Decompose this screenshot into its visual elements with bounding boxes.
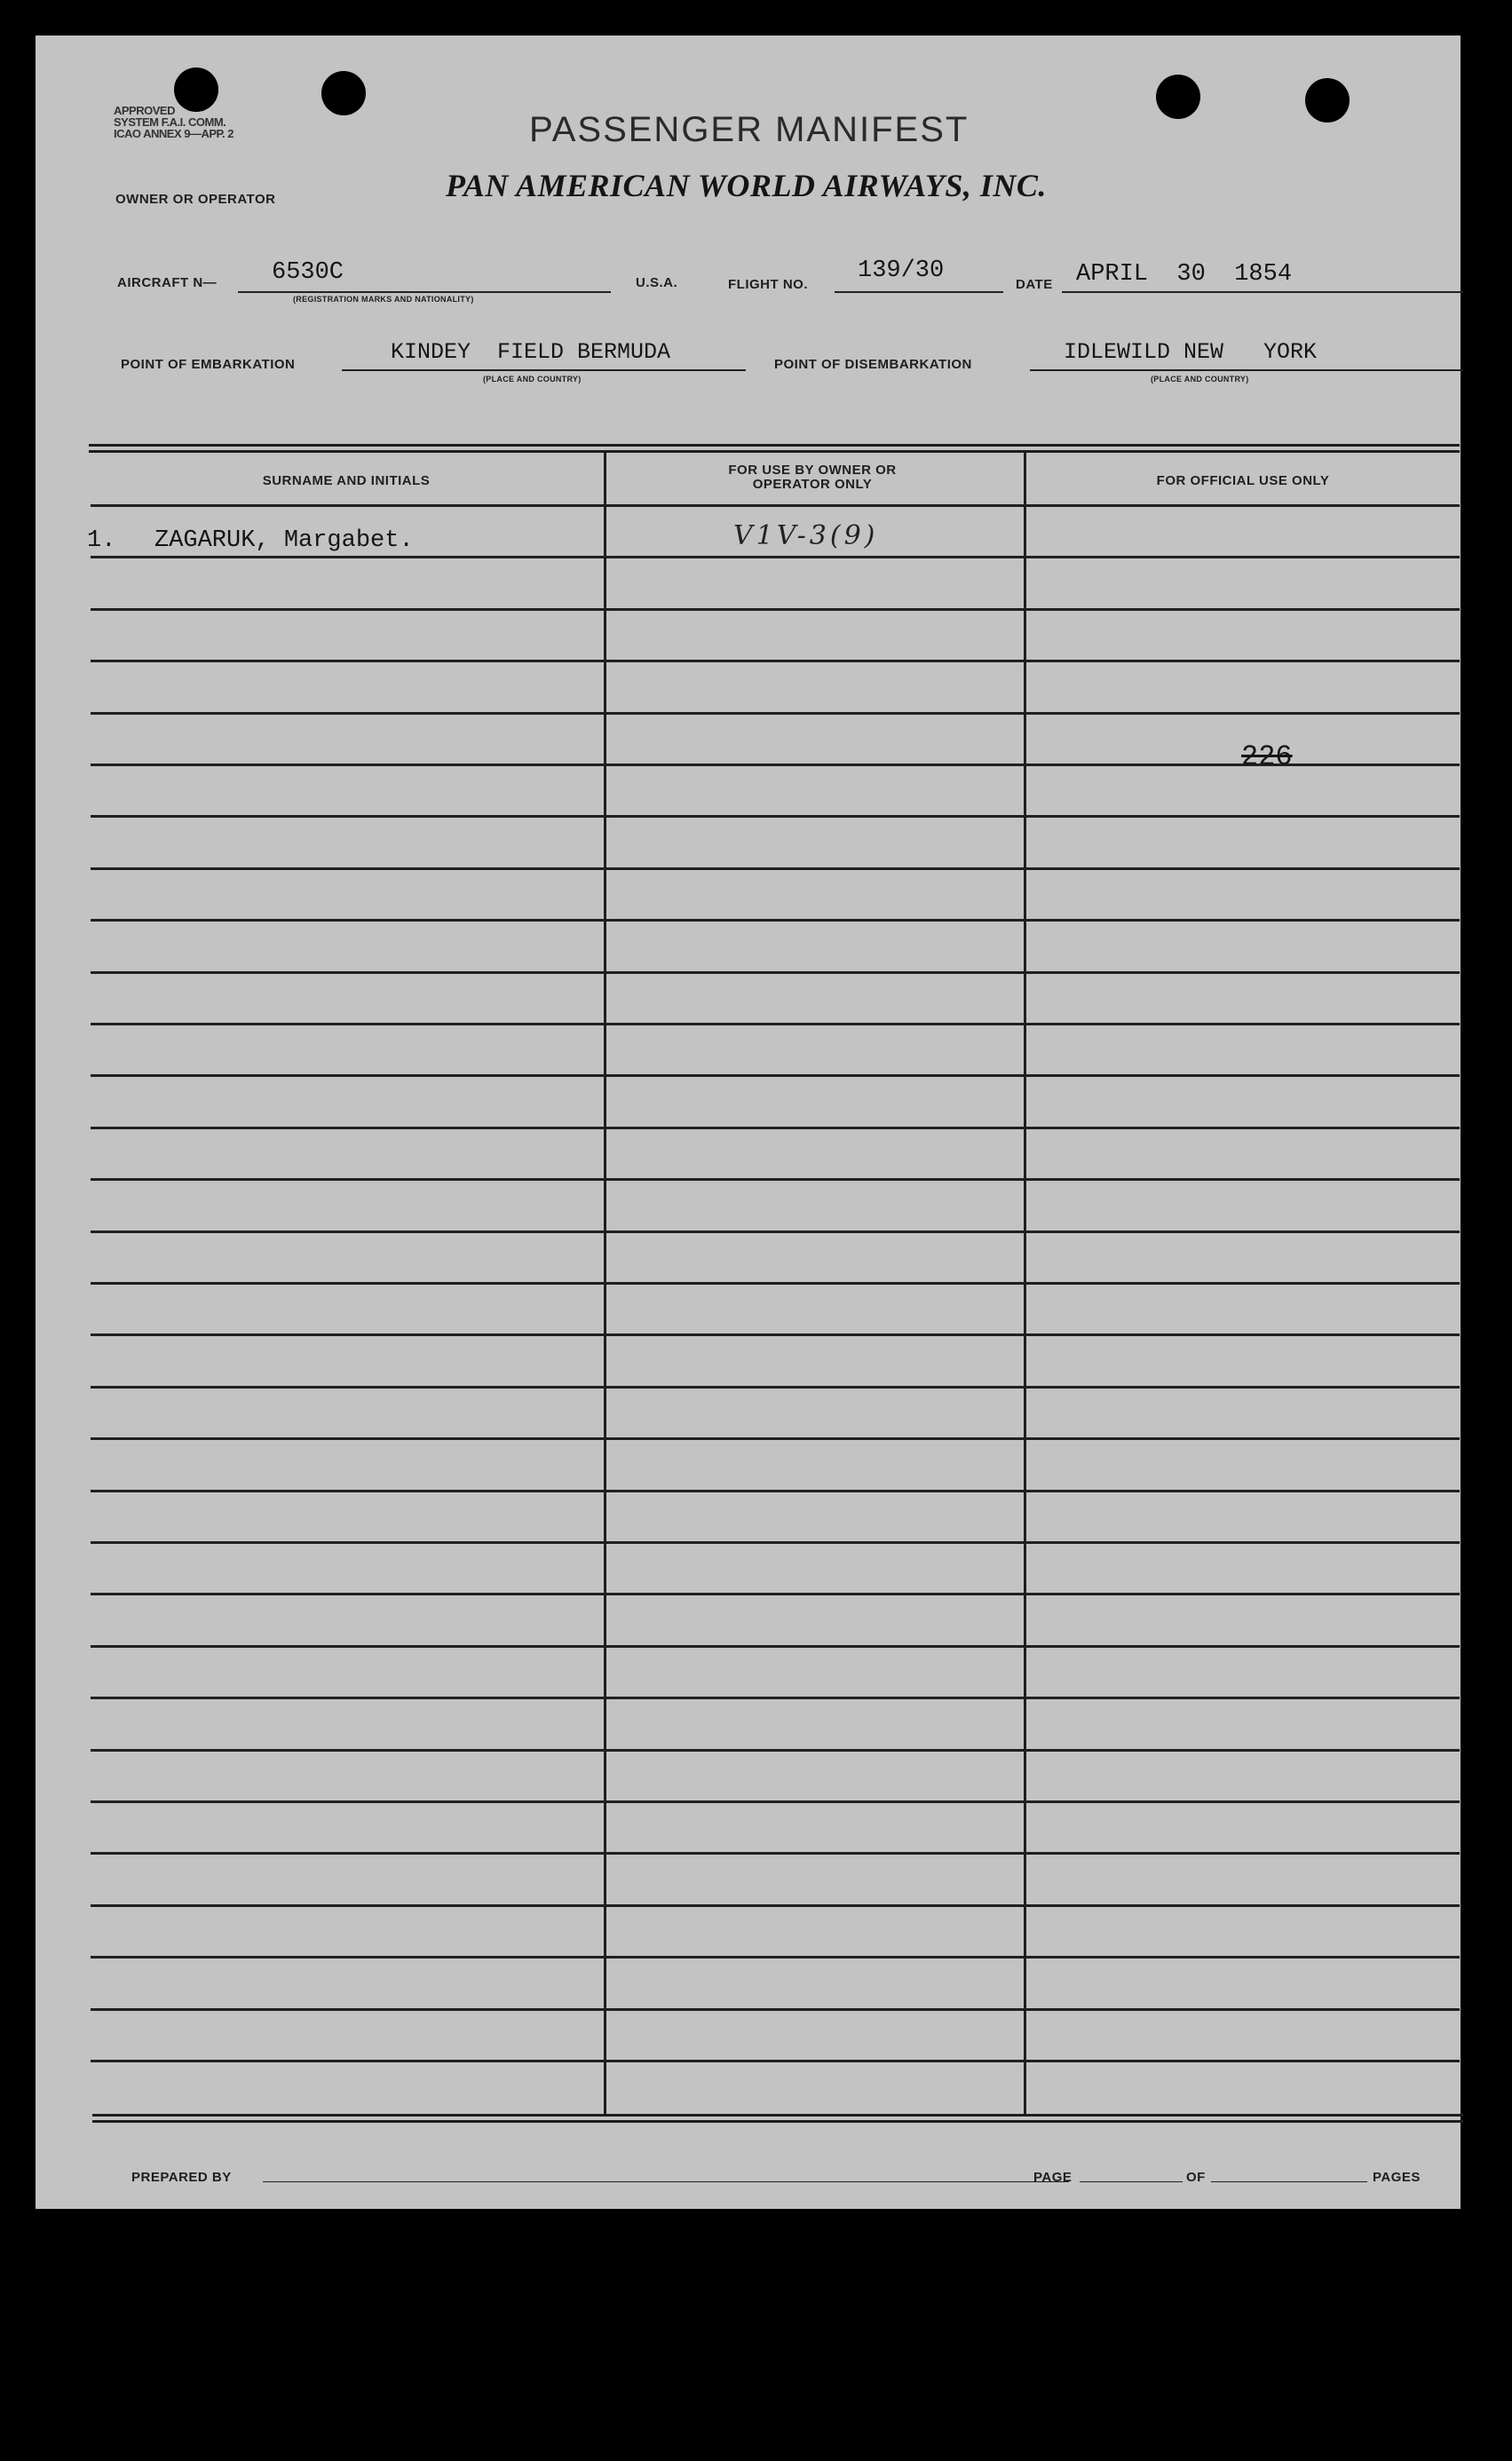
table-row-rule <box>91 1178 1460 1181</box>
table-row-rule <box>91 1541 1460 1544</box>
table-row-rule <box>91 1282 1460 1285</box>
owner-note: V1V-3(9) <box>733 520 879 551</box>
disembarkation-underline <box>1030 369 1463 371</box>
table-row-rule <box>91 1956 1460 1959</box>
flight-label: FLIGHT NO. <box>728 277 808 292</box>
table-row-rule <box>91 504 1460 507</box>
pages-label: PAGES <box>1373 2170 1421 2185</box>
table-row-rule <box>91 608 1460 611</box>
aircraft-underline <box>238 291 611 293</box>
passenger-name: ZAGARUK, Margabet. <box>154 527 414 554</box>
flight-underline <box>835 291 1003 293</box>
table-row-rule <box>91 1437 1460 1440</box>
page-label: PAGE <box>1033 2170 1073 2185</box>
table-row-rule <box>91 660 1460 662</box>
table-row-rule <box>91 815 1460 818</box>
of-label: OF <box>1186 2170 1206 2185</box>
disembarkation-value: IDLEWILD NEW YORK <box>1064 339 1318 365</box>
aircraft-label: AIRCRAFT N— <box>117 275 218 290</box>
table-row-rule <box>91 1230 1460 1233</box>
date-underline <box>1062 291 1463 293</box>
page-line <box>1080 2181 1183 2182</box>
table-top-rule <box>89 444 1460 447</box>
date-value: APRIL 30 1854 <box>1076 261 1293 288</box>
aircraft-value: 6530C <box>272 259 344 286</box>
table-row-rule <box>91 919 1460 922</box>
of-line <box>1211 2181 1367 2182</box>
table-row-rule <box>91 1593 1460 1595</box>
table-row-rule <box>91 1074 1460 1077</box>
aircraft-sublabel: (REGISTRATION MARKS AND NATIONALITY) <box>293 295 474 304</box>
document-title: PASSENGER MANIFEST <box>529 110 970 149</box>
manifest-page <box>36 36 1461 2209</box>
approval-stamp <box>114 105 234 139</box>
embarkation-sublabel: (PLACE AND COUNTRY) <box>483 375 582 384</box>
punch-hole <box>1156 75 1200 119</box>
table-row-rule <box>91 1800 1460 1803</box>
column-header-owner-use: FOR USE BY OWNER OR OPERATOR ONLY <box>728 463 897 492</box>
embarkation-underline <box>342 369 746 371</box>
approval-line: SYSTEM F.A.I. COMM. <box>114 115 226 129</box>
table-row-rule <box>91 1749 1460 1752</box>
table-bottom-rule <box>92 2120 1463 2123</box>
disembarkation-sublabel: (PLACE AND COUNTRY) <box>1151 375 1249 384</box>
row-number: 1. <box>87 527 116 554</box>
table-row-rule <box>91 1645 1460 1648</box>
punch-hole <box>321 71 366 115</box>
embarkation-value: KINDEY FIELD BERMUDA <box>391 339 671 365</box>
table-row-rule <box>91 2008 1460 2011</box>
table-top-rule <box>89 450 1460 453</box>
usa-label: U.S.A. <box>636 275 678 290</box>
table-row-rule <box>91 1697 1460 1699</box>
disembarkation-label: POINT OF DISEMBARKATION <box>774 357 972 372</box>
table-row-rule <box>91 1023 1460 1025</box>
embarkation-label: POINT OF EMBARKATION <box>121 357 296 372</box>
table-row-rule <box>91 971 1460 974</box>
table-row-rule <box>91 867 1460 870</box>
table-row-rule <box>91 1852 1460 1855</box>
column-header-official-use: FOR OFFICIAL USE ONLY <box>1156 473 1330 488</box>
operator-name: PAN AMERICAN WORLD AIRWAYS, INC. <box>446 168 1047 203</box>
official-annotation: 226 <box>1241 740 1293 773</box>
punch-hole <box>1305 78 1350 123</box>
column-header-surname: SURNAME AND INITIALS <box>262 473 431 488</box>
prepared-by-label: PREPARED BY <box>131 2170 232 2185</box>
table-row-rule <box>91 1127 1460 1129</box>
approval-line: APPROVED <box>114 104 175 117</box>
flight-value: 139/30 <box>858 257 945 284</box>
prepared-by-line <box>263 2181 1069 2182</box>
table-bottom-rule <box>92 2114 1463 2117</box>
table-row-rule <box>91 712 1460 715</box>
table-row-rule <box>91 1490 1460 1492</box>
table-row-rule <box>91 556 1460 558</box>
date-label: DATE <box>1016 277 1053 292</box>
table-row-rule <box>91 2060 1460 2062</box>
table-row-rule <box>91 1386 1460 1389</box>
table-row-rule <box>91 1904 1460 1907</box>
owner-label: OWNER OR OPERATOR <box>115 192 276 207</box>
approval-line: ICAO ANNEX 9—APP. 2 <box>114 127 234 140</box>
table-row-rule <box>91 1333 1460 1336</box>
